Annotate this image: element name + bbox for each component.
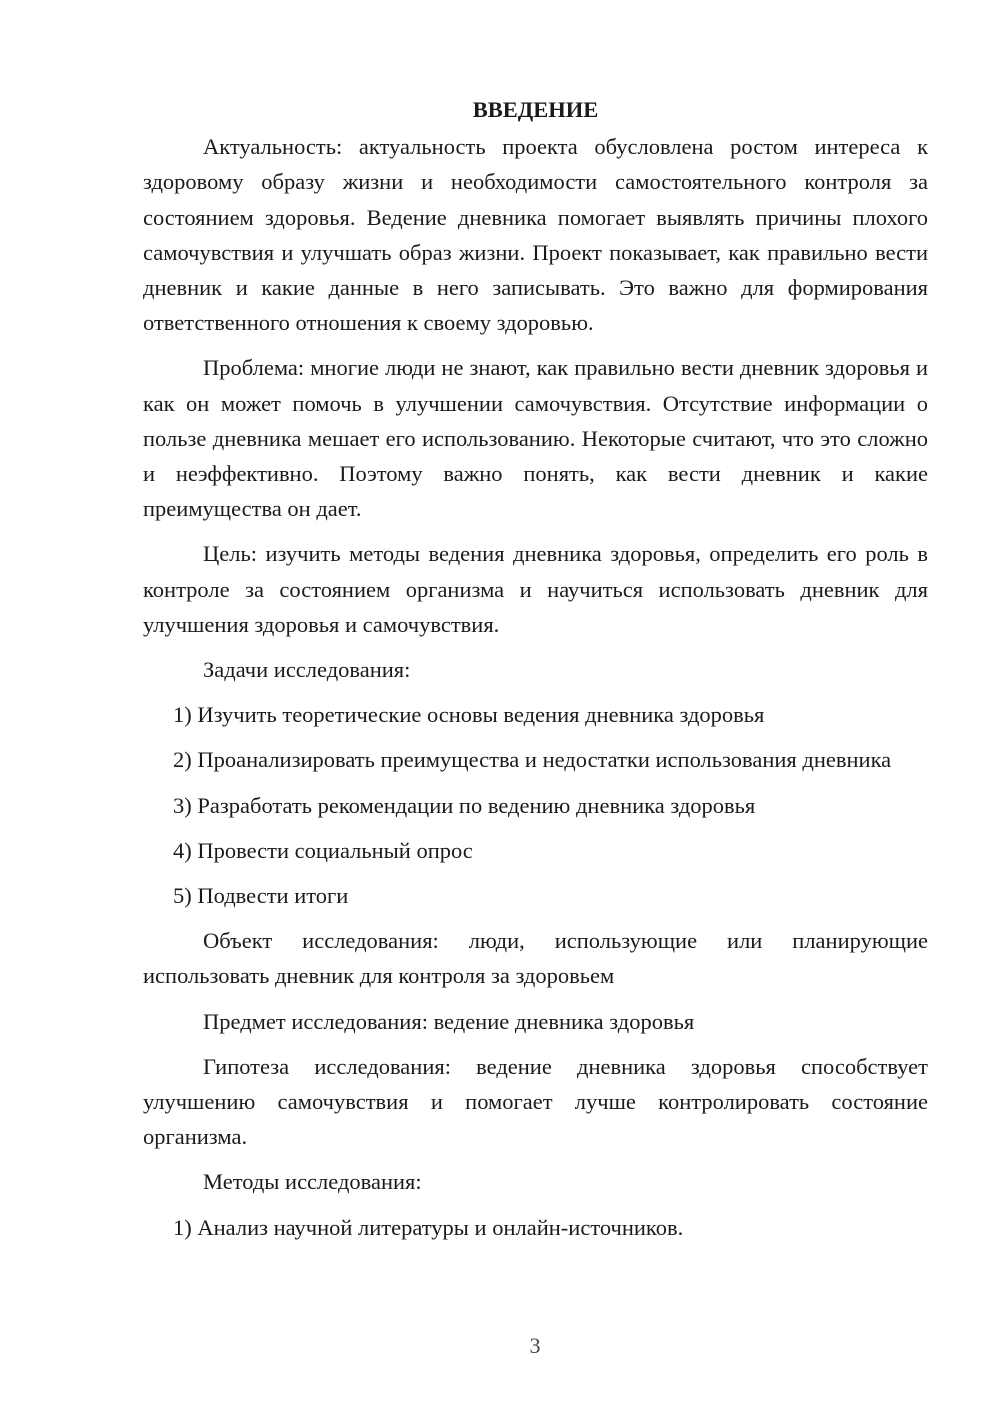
method-item-1: 1) Анализ научной литературы и онлайн-источников.: [173, 1214, 684, 1240]
page-content: [143, 92, 928, 1255]
task-item-5: 5) Подвести итоги: [173, 883, 349, 909]
paragraph-goal: Цель: изучить методы ведения дневника здоровья, определить его роль в контроле за состоянием организма и научиться использовать дневник для улучшения здоровья и самочувствия.: [143, 541, 928, 637]
paragraph-subject: Предмет исследования: ведение дневника здоровья: [203, 1008, 695, 1034]
paragraph-hypothesis: Гипотеза исследования: ведение дневника здоровья способствует улучшению самочувствия и помогает лучше контролировать состояние организма.: [143, 1053, 928, 1150]
section-title: ВВЕДЕНИЕ: [472, 97, 599, 122]
task-item-2: 2) Проанализировать преимущества и недостатки использования дневника: [173, 747, 892, 773]
page-number: 3: [529, 1333, 541, 1358]
paragraph-problem: Проблема: многие люди не знают, как правильно вести дневник здоровья и как он может помочь в улучшении самочувствия. Отсутствие информации о пользе дневника мешает его использованию. Некоторые считают, что это сложно и неэффективно. Поэтому важно понять, как вести дневник и какие преимущества он дает.: [143, 355, 928, 522]
tasks-heading: Задачи исследования:: [203, 657, 411, 683]
paragraph-relevance: Актуальность: актуальность проекта обусловлена ростом интереса к здоровому образу жизни и необходимости самостоятельного контроля за состоянием здоровья. Ведение дневника помогает выявлять причины плохого самочувствия и улучшать образ жизни. Проект показывает, как правильно вести дневник и какие данные в него записывать. Это важно для формирования ответственного отношения к своему здоровью.: [143, 134, 928, 336]
task-item-3: 3) Разработать рекомендации по ведению дневника здоровья: [173, 792, 756, 818]
task-item-4: 4) Провести социальный опрос: [173, 837, 473, 863]
paragraph-object: Объект исследования: люди, использующие или планирующие использовать дневник для контроля за здоровьем: [143, 928, 928, 989]
methods-heading: Методы исследования:: [203, 1169, 422, 1195]
task-item-1: 1) Изучить теоретические основы ведения дневника здоровья: [173, 702, 765, 728]
